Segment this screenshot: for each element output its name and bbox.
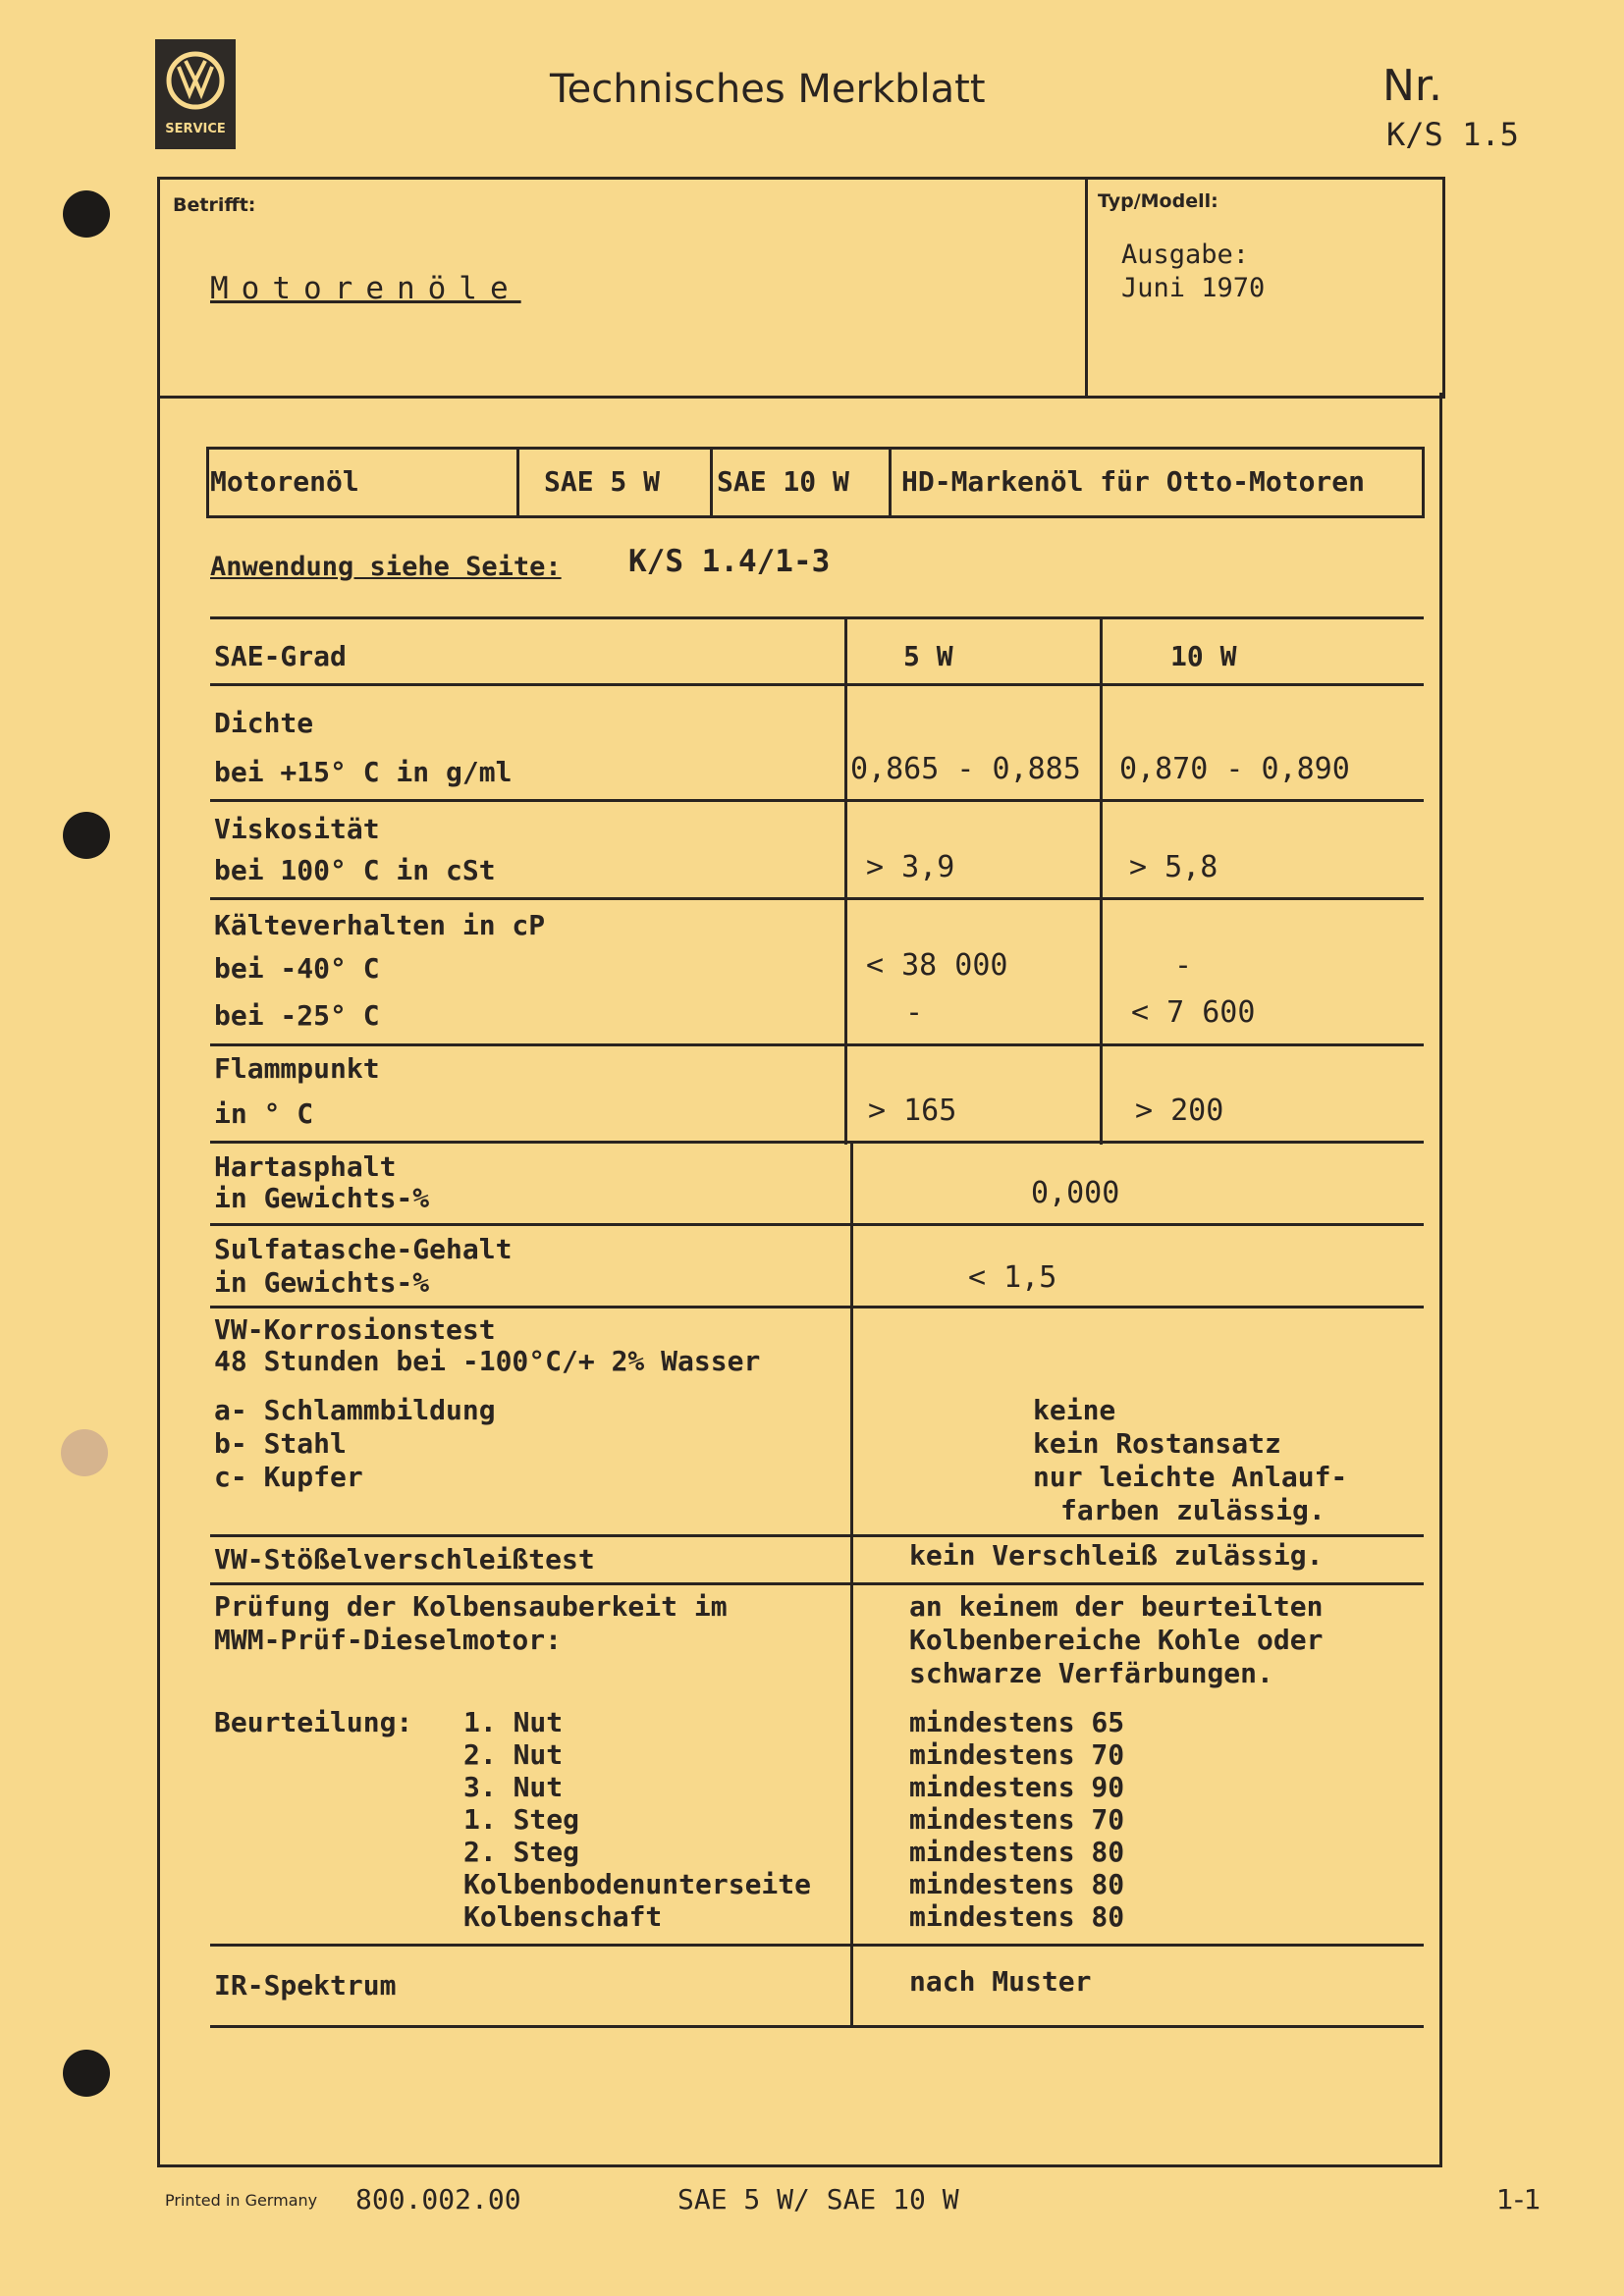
- sulfat-value: < 1,5: [968, 1260, 1057, 1295]
- footer-printed: Printed in Germany: [165, 2191, 318, 2210]
- beurteilung-item-label: Kolbenbodenunterseite: [463, 1868, 812, 1900]
- beurteilung-item-label: 2. Steg: [463, 1836, 580, 1868]
- dichte-label: Dichte: [214, 707, 314, 739]
- kaelte-10w-a: -: [1174, 948, 1193, 983]
- beurteilung-item-value: mindestens 80: [909, 1868, 1125, 1900]
- beurteilung-item-value: mindestens 65: [909, 1706, 1125, 1738]
- beurteilung-item-value: mindestens 70: [909, 1803, 1125, 1836]
- vw-logo-icon: [155, 45, 236, 124]
- kaelte-minus40: bei -40° C: [214, 952, 380, 985]
- stoessel-value: kein Verschleiß zulässig.: [909, 1539, 1324, 1572]
- footer-page: 1-1: [1496, 2183, 1542, 2216]
- anwendung-value: K/S 1.4/1-3: [628, 544, 831, 579]
- dichte-unit: bei +15° C in g/ml: [214, 756, 513, 788]
- kaelte-10w-b: < 7 600: [1131, 995, 1256, 1030]
- flammpunkt-5w: > 165: [868, 1094, 957, 1128]
- kaelte-5w-a: < 38 000: [866, 948, 1008, 983]
- page-title: Technisches Merkblatt: [550, 67, 986, 112]
- korrosion-c-value-2: farben zulässig.: [1060, 1494, 1326, 1526]
- stoessel-label: VW-Stößelverschleißtest: [214, 1543, 595, 1575]
- punch-hole-3: [61, 1429, 108, 1476]
- beurteilung-item-label: 2. Nut: [463, 1738, 564, 1771]
- beurteilung-item-label: 3. Nut: [463, 1771, 564, 1803]
- kaelte-5w-b: -: [905, 995, 924, 1030]
- ir-spektrum-label: IR-Spektrum: [214, 1969, 397, 2002]
- korrosion-condition: 48 Stunden bei -100°C/+ 2% Wasser: [214, 1345, 761, 1377]
- sae-grad-label: SAE-Grad: [214, 640, 347, 672]
- kolben-value-3: schwarze Verfärbungen.: [909, 1657, 1273, 1689]
- korrosion-label: VW-Korrosionstest: [214, 1313, 496, 1346]
- vw-service-logo: [155, 39, 236, 149]
- kolben-value-1: an keinem der beurteilten: [909, 1590, 1324, 1623]
- nr-value: K/S 1.5: [1386, 116, 1519, 153]
- beurteilung-item-value: mindestens 80: [909, 1900, 1125, 1933]
- sae-grad-5w: 5 W: [903, 640, 953, 672]
- hartasphalt-value: 0,000: [1031, 1176, 1120, 1210]
- sae-grad-10w: 10 W: [1170, 640, 1237, 672]
- korrosion-b: b- Stahl: [214, 1427, 347, 1460]
- kolben-label-1: Prüfung der Kolbensauberkeit im: [214, 1590, 728, 1623]
- hartasphalt-unit: in Gewichts-%: [214, 1182, 430, 1214]
- korrosion-c-value-1: nur leichte Anlauf-: [1033, 1461, 1348, 1493]
- ausgabe-value: Juni 1970: [1121, 273, 1266, 303]
- oil-bar-sae5w: SAE 5 W: [544, 465, 661, 498]
- korrosion-a: a- Schlammbildung: [214, 1394, 496, 1426]
- oil-bar-motorenoel: Motorenöl: [210, 465, 359, 498]
- ausgabe-label: Ausgabe:: [1121, 240, 1250, 270]
- viskositaet-label: Viskosität: [214, 813, 380, 845]
- korrosion-a-value: keine: [1033, 1394, 1116, 1426]
- punch-hole-2: [63, 812, 110, 859]
- kaelte-minus25: bei -25° C: [214, 999, 380, 1032]
- sulfat-unit: in Gewichts-%: [214, 1266, 430, 1299]
- logo-service-text: SERVICE: [165, 122, 226, 136]
- punch-hole-4: [63, 2050, 110, 2097]
- beurteilung-item-value: mindestens 80: [909, 1836, 1125, 1868]
- betrifft-label: Betrifft:: [173, 194, 256, 216]
- nr-label: Nr.: [1382, 61, 1442, 111]
- flammpunkt-unit: in ° C: [214, 1097, 314, 1130]
- dichte-5w: 0,865 - 0,885: [850, 752, 1081, 786]
- korrosion-b-value: kein Rostansatz: [1033, 1427, 1281, 1460]
- betrifft-value: Motorenöle: [210, 271, 521, 306]
- dichte-10w: 0,870 - 0,890: [1119, 752, 1350, 786]
- typ-modell-label: Typ/Modell:: [1098, 190, 1218, 212]
- viskositaet-unit: bei 100° C in cSt: [214, 854, 496, 886]
- korrosion-c: c- Kupfer: [214, 1461, 363, 1493]
- beurteilung-label: Beurteilung:: [214, 1706, 413, 1738]
- viskositaet-10w: > 5,8: [1129, 850, 1218, 884]
- beurteilung-item-label: 1. Steg: [463, 1803, 580, 1836]
- oil-bar-hd-markenoel: HD-Markenöl für Otto-Motoren: [901, 465, 1366, 498]
- beurteilung-item-label: 1. Nut: [463, 1706, 564, 1738]
- oil-bar-sae10w: SAE 10 W: [717, 465, 849, 498]
- beurteilung-item-value: mindestens 90: [909, 1771, 1125, 1803]
- anwendung-label: Anwendung siehe Seite:: [210, 552, 562, 582]
- sulfat-label: Sulfatasche-Gehalt: [214, 1233, 513, 1265]
- flammpunkt-10w: > 200: [1135, 1094, 1224, 1128]
- viskositaet-5w: > 3,9: [866, 850, 955, 884]
- kolben-value-2: Kolbenbereiche Kohle oder: [909, 1624, 1324, 1656]
- hartasphalt-label: Hartasphalt: [214, 1150, 397, 1183]
- beurteilung-item-label: Kolbenschaft: [463, 1900, 663, 1933]
- footer-center: SAE 5 W/ SAE 10 W: [677, 2183, 959, 2216]
- beurteilung-item-value: mindestens 70: [909, 1738, 1125, 1771]
- ir-spektrum-value: nach Muster: [909, 1965, 1092, 1998]
- punch-hole-1: [63, 190, 110, 238]
- kaelte-label: Kälteverhalten in cP: [214, 909, 546, 941]
- kolben-label-2: MWM-Prüf-Dieselmotor:: [214, 1624, 563, 1656]
- flammpunkt-label: Flammpunkt: [214, 1052, 380, 1085]
- footer-code: 800.002.00: [355, 2183, 521, 2216]
